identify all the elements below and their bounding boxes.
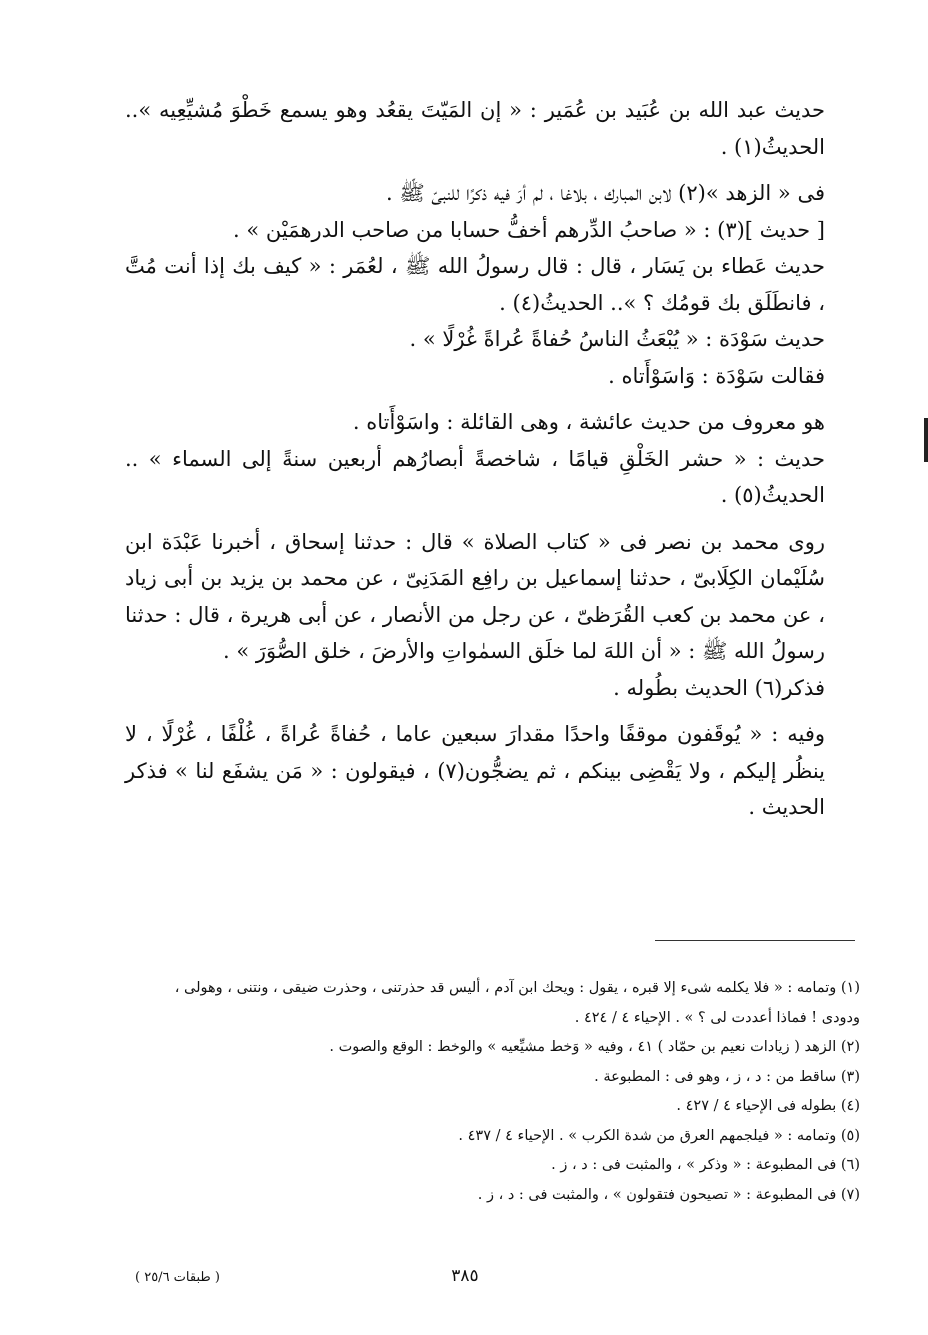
paragraph: فى « الزهد »(٢) لابن المبارك ، بلاغا ، لم أرَ فيه ذكرًا للنبىّ ﷺ . (385, 181, 825, 205)
paragraph: حديث عبد الله بن عُبَيد بن عُمَير : « إن المَيّتَ يقعُد وهو يسمع خَطْوَ مُشيِّعِيه ».. الحديثُ(١) . (125, 98, 825, 159)
footnote: (٣) ساقط من : د ، ز ، وهو فى : المطبوعة . (594, 1068, 860, 1085)
paragraph: فذكر(٦) الحديث بطُوله . (613, 675, 825, 700)
paragraph: وفيه : « يُوقَفون موقفًا واحدًا مقدارَ سبعين عاما ، حُفاةً عُراةً ، غُلْفًا ، غُرْلًا ، لا ينظُر إليكم ، ولا يَقْضِى بينكم ، ثم يضجُّون(٧) ، فيقولون : « مَن يشفَع لنا » فذكر الحديث . (125, 722, 825, 819)
footnote: (٧) فى المطبوعة : « تصيحون فتقولون » ، والمثبت فى : د ، ز . (477, 1186, 860, 1203)
main-text (125, 92, 825, 826)
footnote: (٥) وتمامه : « فيلجمهم العرق من شدة الكرب » . الإحياء ٤ / ٤٣٧ . (458, 1127, 860, 1144)
paragraph: حديث سَوْدَة : « يُبْعَثُ الناسُ حُفاةً عُراةً غُرْلًا » . (409, 327, 825, 351)
page-edge-mark (924, 418, 928, 462)
footnotes (140, 974, 860, 1210)
footnote: (٦) فى المطبوعة : « وذكر » ، والمثبت فى : د ، ز . (551, 1157, 860, 1173)
paragraph: حديث : « حشر الخَلْقِ قيامًا ، شاخصةً أبصارُهم أربعين سنةً إلى السماء » .. الحديثُ(٥) . (125, 446, 825, 507)
paragraph: روى محمد بن نصر فى « كتاب الصلاة » قال : حدثنا إسحاق ، أخبرنا عَبْدَة ابن سُلَيْمان الكِلَابىّ ، حدثنا إسماعيل بن رافِع المَدَنِىّ ، عن محمد بن يزيد بن أبى زياد ، عن محمد بن كعب القُرَظىّ ، عن رجل من الأنصار ، عن أبى هريرة ، قال : حدثنا رسولُ الله ﷺ : « أن اللهَ لما خلَق السمٰواتِ والأرضَ ، خلق الصُّوَرَ » . (125, 529, 825, 663)
page-number: ٣٨٥ (451, 1266, 479, 1286)
paragraph: حديث عَطاء بن يَسَار ، قال : قال رسولُ الله ﷺ ، لعُمَر : « كيف بك إذا أنت مُتَّ ، فانطَلَق بك قومُك ؟ ».. الحديثُ(٤) . (125, 254, 825, 315)
footnote-divider (655, 940, 855, 941)
paragraph: [ حديث ](٣) : « صاحبُ الدِّرهم أخفُّ حسابا من صاحب الدرهمَيْن » . (233, 217, 825, 242)
printer-signature: ( طبقات ٢٥/٦ ) (135, 1270, 220, 1285)
footnote: (٢) الزهد ( زيادات نعيم بن حمّاد ) ٤١ ، وفيه « وَخط مشيِّعيه » والوخط : الوقع والصوت . (329, 1039, 860, 1055)
footnote: ودودى ! فماذا أعددت لى ؟ » . الإحياء ٤ / ٤٢٤ . (574, 1009, 860, 1026)
footnote: (١) وتمامه : « فلا يكلمه شىء إلا قبره ، يقول : ويحك ابن آدم ، أليس قد حذرتنى ، وحذرت ضيقى ، ونتنى ، وهولى ، (174, 980, 860, 996)
paragraph: هو معروف من حديث عائشة ، وهى القائلة : واسَوْأَتاه . (352, 410, 825, 434)
footnote: (٤) بطوله فى الإحياء ٤ / ٤٢٧ . (676, 1098, 860, 1114)
paragraph: فقالت سَوْدَة : وَاسَوْأَتاه . (608, 363, 825, 388)
